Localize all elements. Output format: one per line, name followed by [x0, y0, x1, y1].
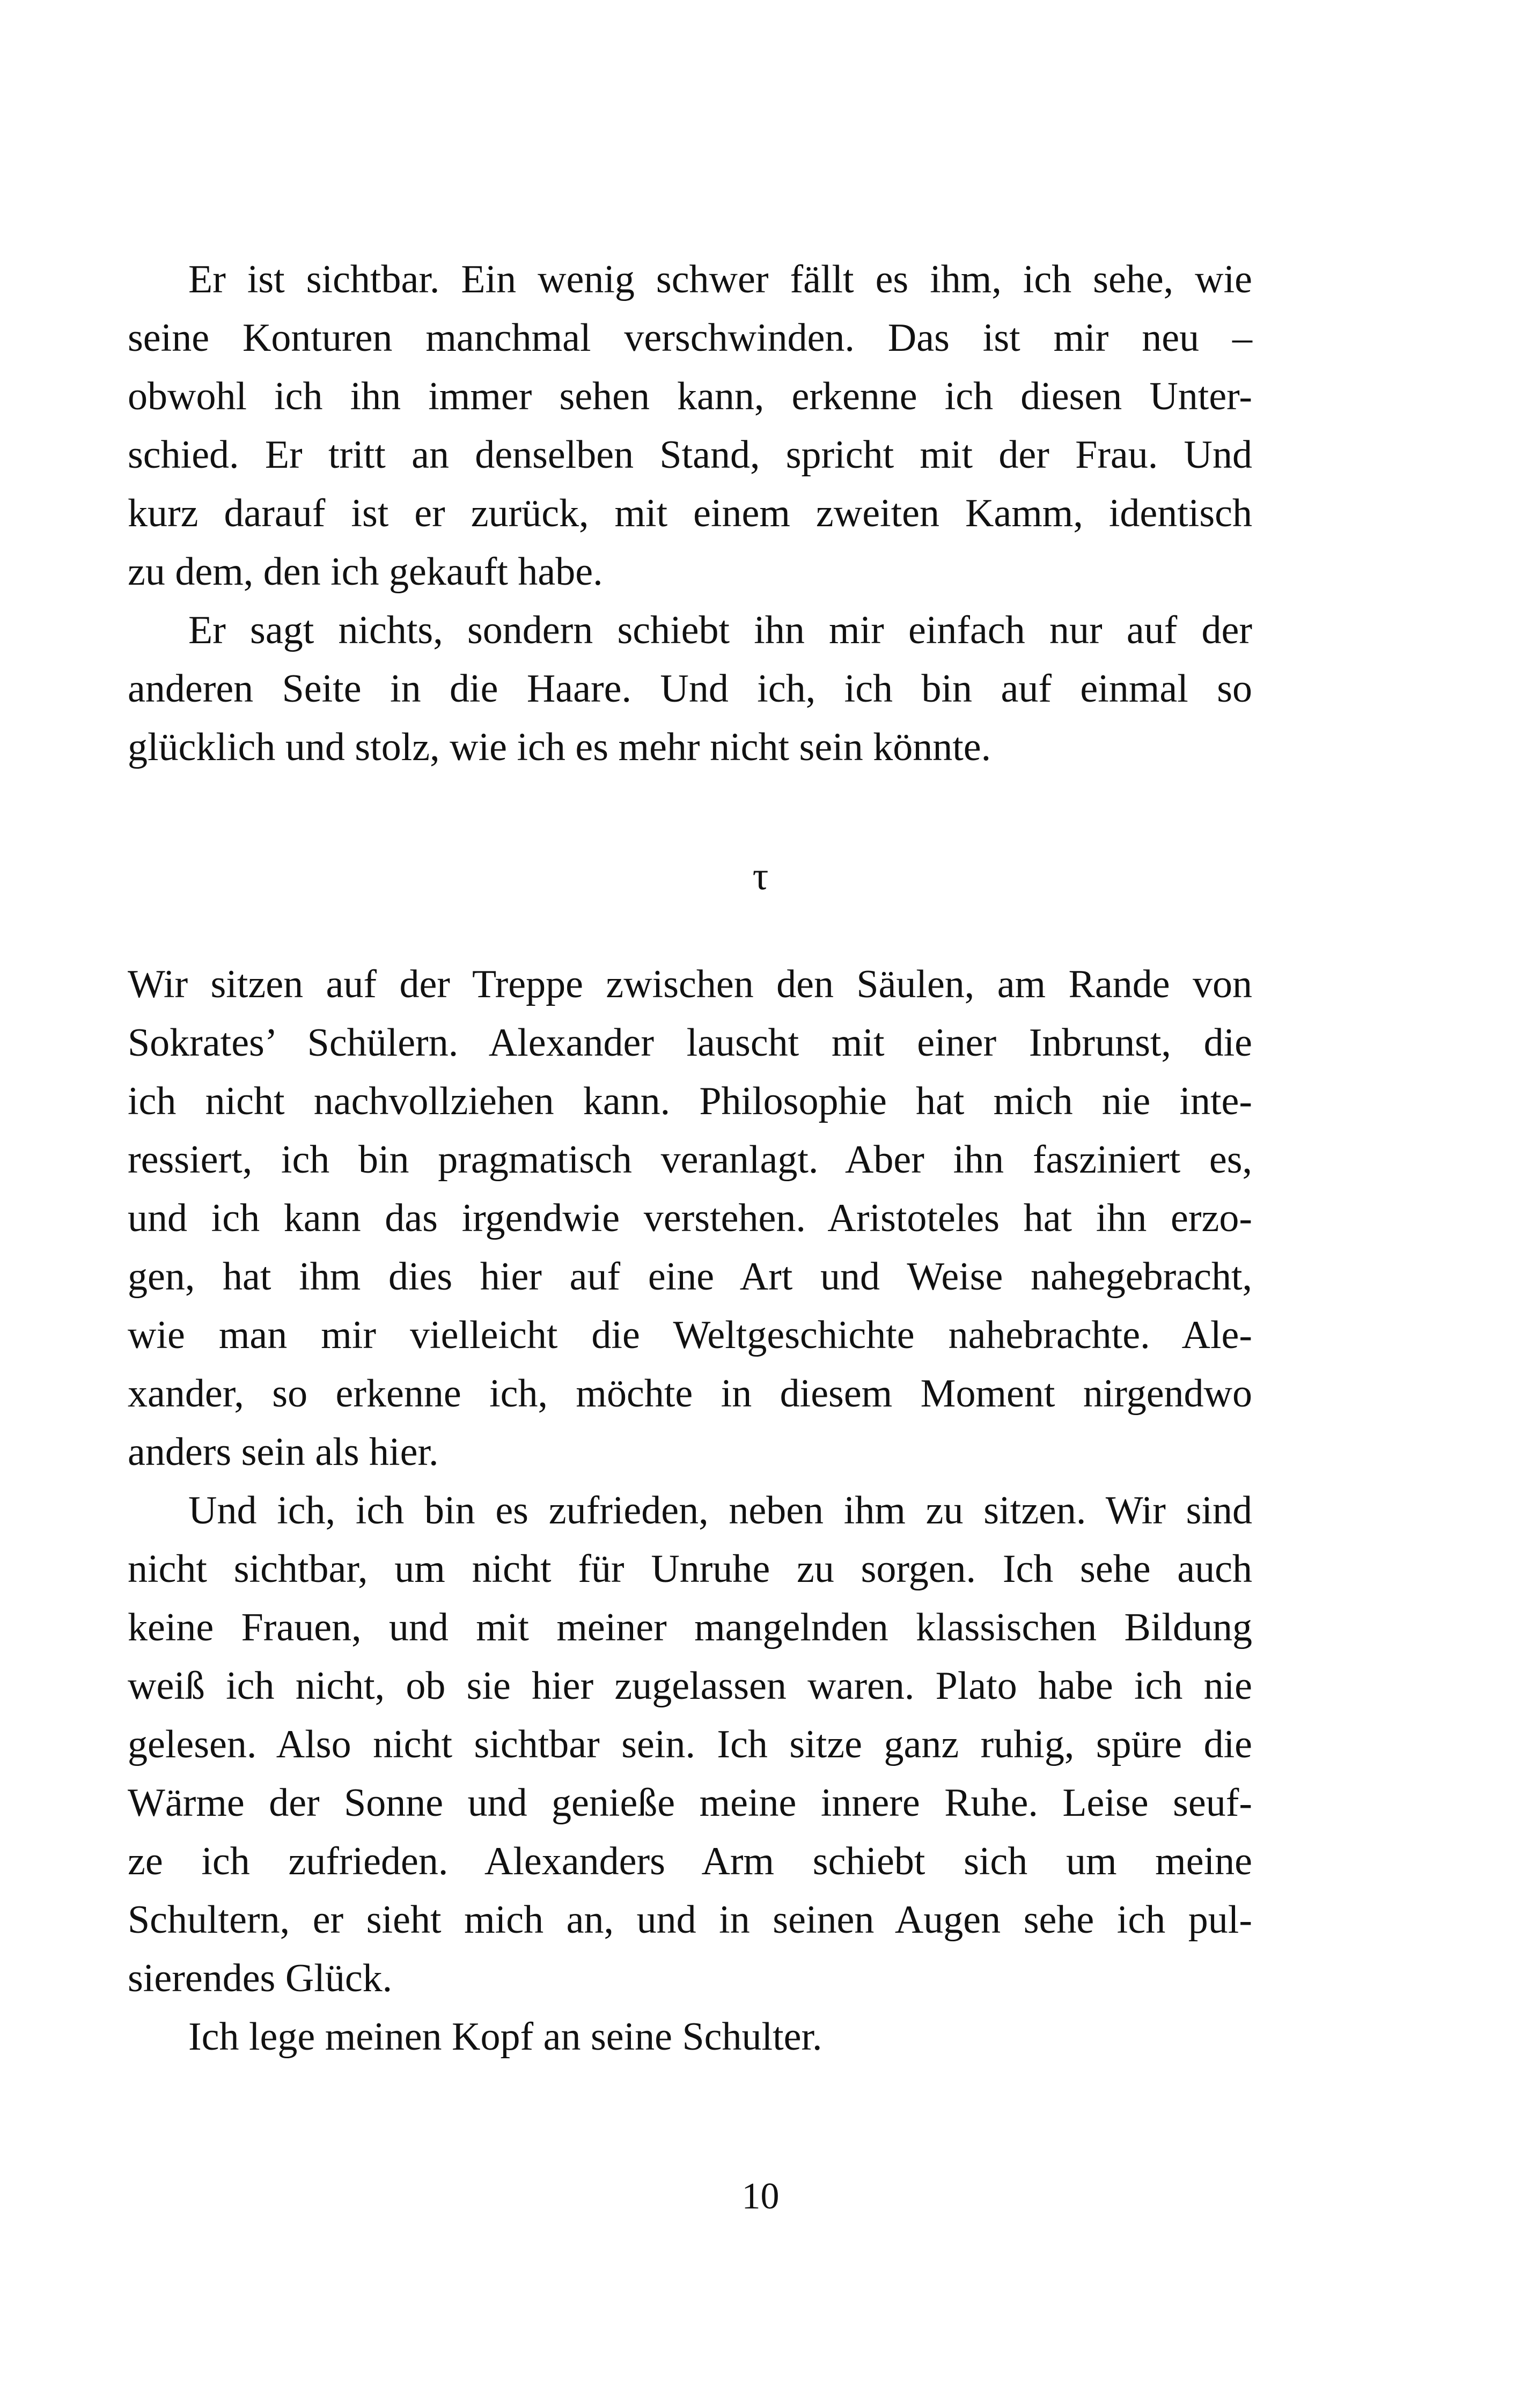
page-number: 10	[741, 2176, 780, 2217]
paragraph	[128, 601, 1252, 777]
text-line: keine Frauen, und mit meiner mangelnden klassischen Bildung	[128, 1606, 1252, 1649]
text-line: Er sagt nichts, sondern schiebt ihn mir einfach nur auf der	[188, 608, 1252, 652]
text-line: wie man mir vielleicht die Weltgeschichte nahebrachte. Ale-	[128, 1313, 1252, 1357]
text-line: und ich kann das irgendwie verstehen. Aristoteles hat ihn erzo-	[128, 1196, 1252, 1240]
text-line: Und ich, ich bin es zufrieden, neben ihm zu sitzen. Wir sind	[188, 1489, 1252, 1533]
text-line: Er ist sichtbar. Ein wenig schwer fällt es ihm, ich sehe, wie	[188, 257, 1252, 301]
section-1	[128, 251, 1252, 777]
text-line: zu dem, den ich gekauft habe.	[128, 550, 603, 594]
text-line: seine Konturen manchmal verschwinden. Das ist mir neu –	[128, 316, 1252, 360]
text-line: weiß ich nicht, ob sie hier zugelassen waren. Plato habe ich nie	[128, 1664, 1252, 1708]
paragraph	[128, 1482, 1252, 2008]
text-line: anderen Seite in die Haare. Und ich, ich bin auf einmal so	[128, 667, 1252, 711]
section-separator: τ	[752, 855, 769, 899]
text-line: gelesen. Also nicht sichtbar sein. Ich sitze ganz ruhig, spüre die	[128, 1722, 1252, 1766]
text-line: sierendes Glück.	[128, 1956, 393, 2000]
text-line: anders sein als hier.	[128, 1430, 439, 1474]
text-line: ich nicht nachvollziehen kann. Philosophie hat mich nie inte-	[128, 1079, 1252, 1123]
text-line: Wir sitzen auf der Treppe zwischen den Säulen, am Rande von	[128, 962, 1252, 1006]
text-line: Wärme der Sonne und genieße meine innere Ruhe. Leise seuf-	[128, 1781, 1252, 1825]
text-line: Ich lege meinen Kopf an seine Schulter.	[188, 2015, 822, 2059]
paragraph	[128, 955, 1252, 1482]
section-2	[128, 955, 1252, 2066]
text-line: glücklich und stolz, wie ich es mehr nicht sein könnte.	[128, 725, 991, 769]
text-line: ressiert, ich bin pragmatisch veranlagt. Aber ihn fasziniert es,	[128, 1138, 1252, 1182]
paragraph	[128, 251, 1252, 601]
text-line: obwohl ich ihn immer sehen kann, erkenne ich diesen Unter-	[128, 374, 1252, 418]
paragraph	[128, 2008, 1252, 2066]
text-line: Schultern, er sieht mich an, und in seinen Augen sehe ich pul-	[128, 1898, 1252, 1942]
text-line: gen, hat ihm dies hier auf eine Art und Weise nahegebracht,	[128, 1255, 1252, 1299]
text-line: schied. Er tritt an denselben Stand, spricht mit der Frau. Und	[128, 433, 1252, 477]
text-line: kurz darauf ist er zurück, mit einem zweiten Kamm, identisch	[128, 491, 1252, 535]
text-line: ze ich zufrieden. Alexanders Arm schiebt sich um meine	[128, 1839, 1252, 1883]
text-line: Sokrates’ Schülern. Alexander lauscht mit einer Inbrunst, die	[128, 1021, 1252, 1065]
text-line: nicht sichtbar, um nicht für Unruhe zu sorgen. Ich sehe auch	[128, 1547, 1252, 1591]
text-line: xander, so erkenne ich, möchte in diesem Moment nirgendwo	[128, 1372, 1252, 1416]
